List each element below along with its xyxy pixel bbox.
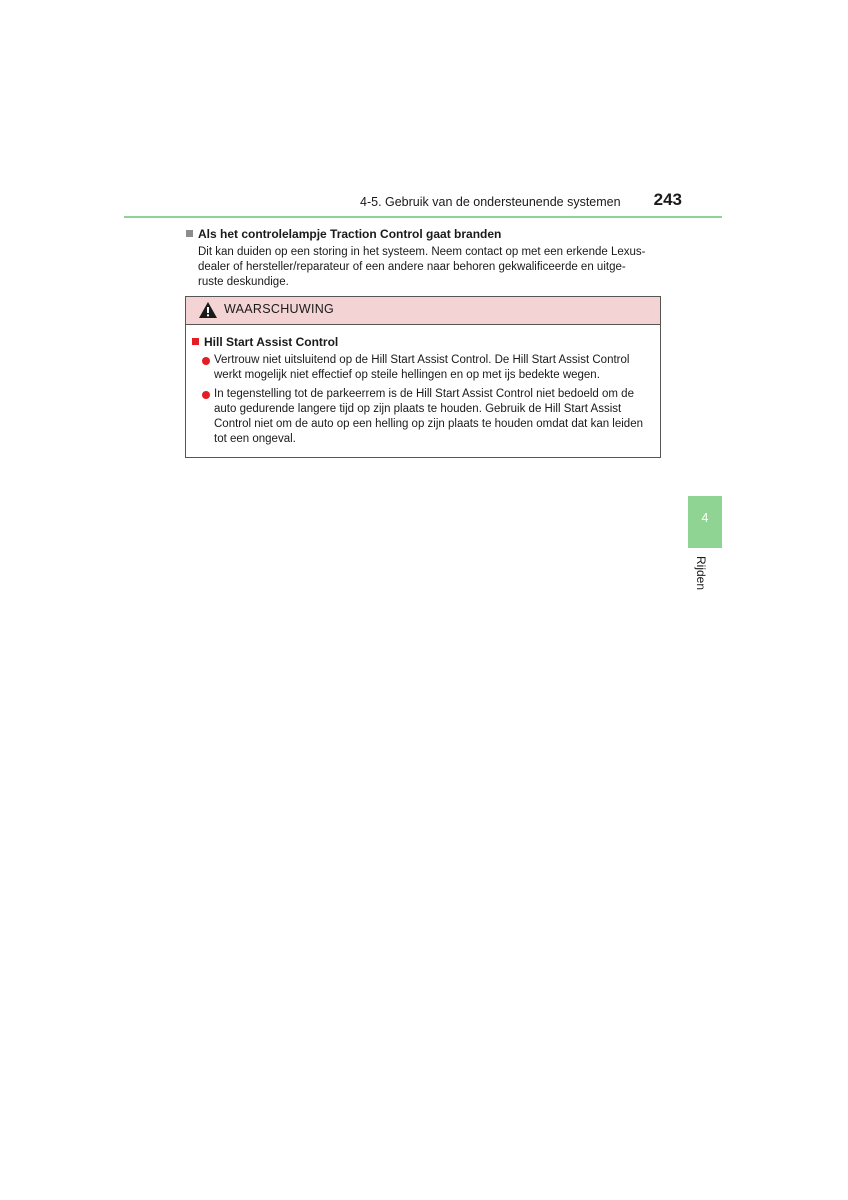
chapter-label: Rijden: [694, 556, 708, 591]
bullet-line: Vertrouw niet uitsluitend op de Hill Start Assist Control. De Hill Start Assist Control: [214, 354, 630, 366]
bullet-line: Control niet om de auto op een helling op zijn plaats te houden omdat dat kan leiden: [214, 418, 643, 430]
red-square-icon: [192, 338, 199, 345]
chapter-number: 4: [701, 511, 709, 525]
section-heading-text: Als het controlelampje Traction Control gaat branden: [198, 227, 502, 241]
warning-bullet: [202, 387, 658, 447]
warning-heading-text: Hill Start Assist Control: [204, 335, 339, 349]
warning-title: WAARSCHUWING: [224, 302, 335, 316]
bullet-line: auto gedurende langere tijd op zijn plaats te houden. Gebruik de Hill Start Assist: [214, 403, 622, 415]
warning-triangle-icon: [198, 301, 218, 319]
body-line: dealer of hersteller/reparateur of een andere naar behoren gekwalificeerde en uitge-: [198, 261, 626, 273]
chapter-section-title: 4-5. Gebruik van de ondersteunende systemen: [360, 195, 621, 209]
chapter-tab: [688, 496, 722, 548]
body-line: Dit kan duiden op een storing in het systeem. Neem contact op met een erkende Lexus-: [198, 246, 646, 258]
red-bullet-icon: [202, 357, 210, 365]
grey-square-icon: [186, 230, 193, 237]
warning-header: [186, 297, 660, 325]
body-line: ruste deskundige.: [198, 276, 289, 288]
bullet-line: werkt mogelijk niet effectief op steile hellingen en op met ijs bedekte wegen.: [214, 369, 600, 381]
page-number: 243: [653, 190, 682, 209]
bullet-line: tot een ongeval.: [214, 433, 296, 445]
header-divider: [124, 216, 722, 218]
warning-box: [185, 296, 661, 458]
section-body: [198, 245, 658, 290]
bullet-line: In tegenstelling tot de parkeerrem is de Hill Start Assist Control niet bedoeld om de: [214, 388, 634, 400]
red-bullet-icon: [202, 391, 210, 399]
warning-bullet: [202, 353, 658, 383]
warning-heading: [192, 335, 338, 349]
section-heading: [186, 227, 501, 241]
